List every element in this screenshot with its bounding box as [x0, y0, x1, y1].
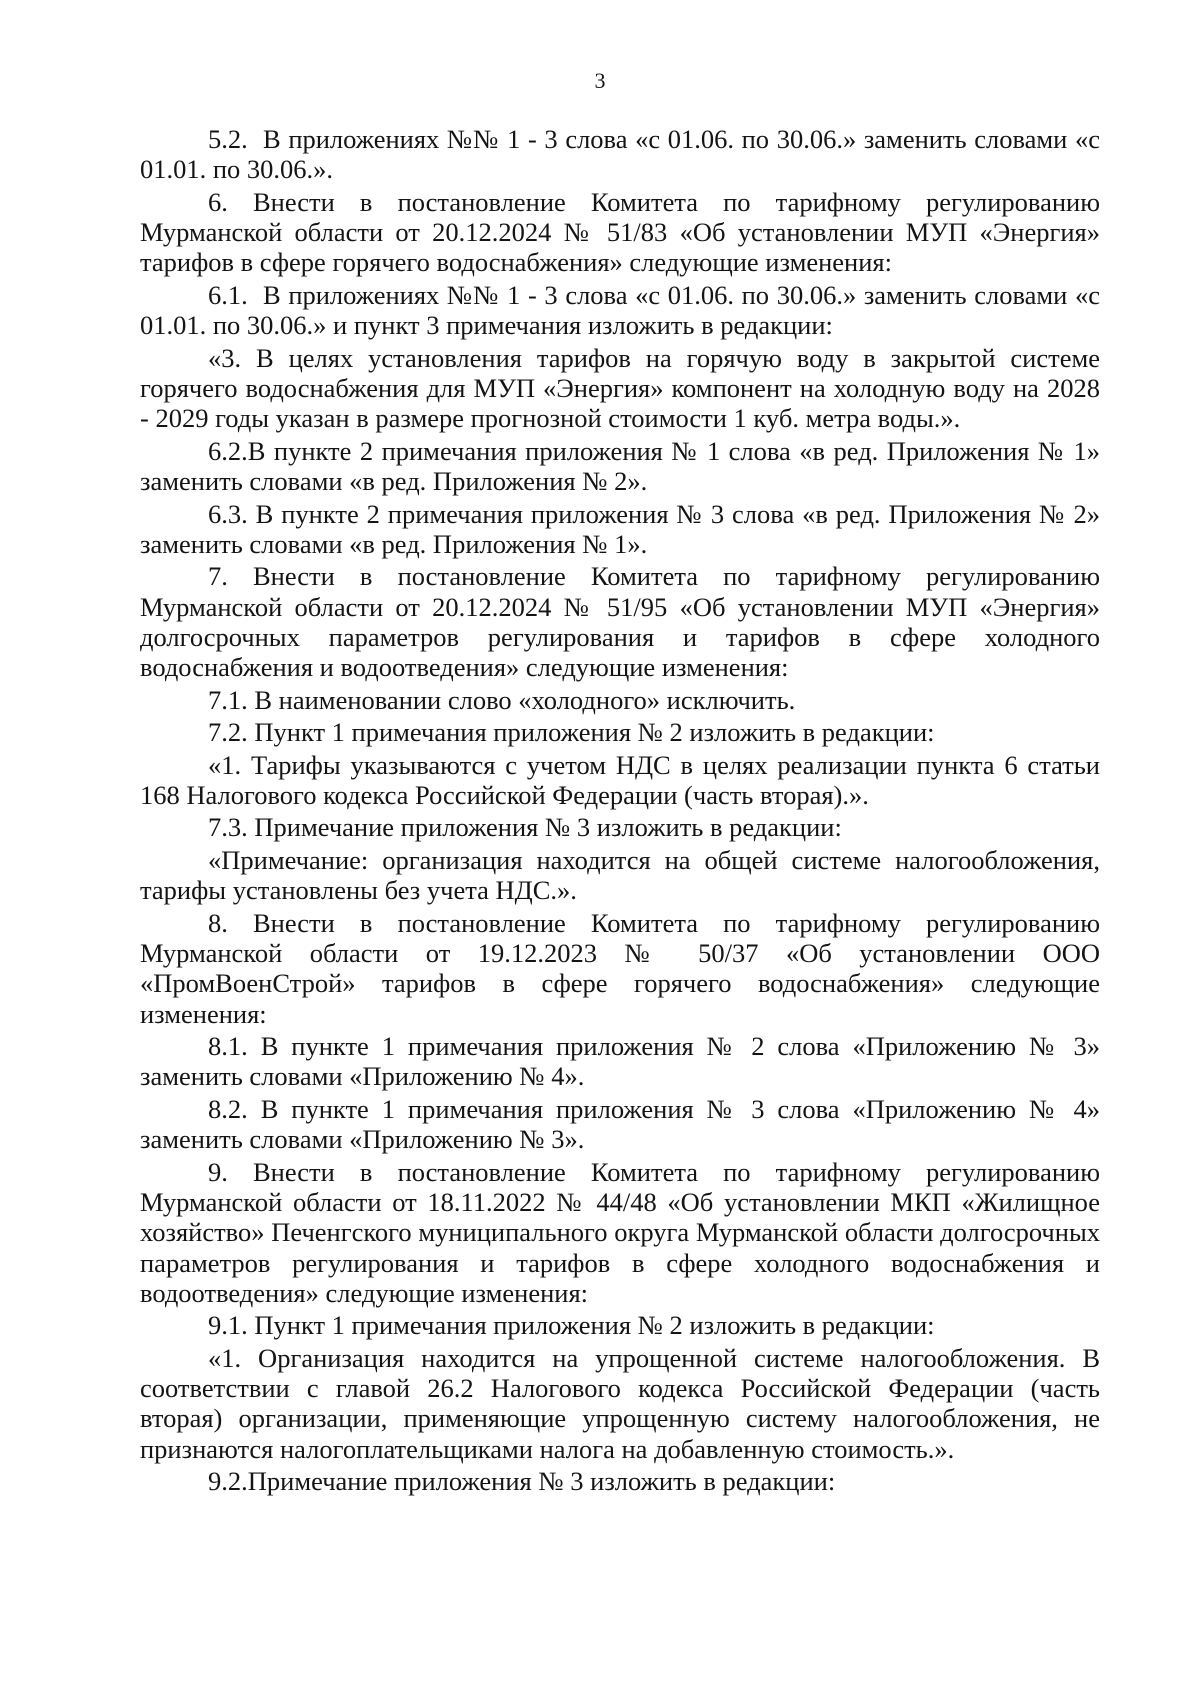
paragraph-8-1: 8.1. В пункте 1 примечания приложения № 2 слова «Приложению № 3» заменить словами «Приложению № 4». — [140, 1031, 1100, 1092]
document-body — [140, 124, 1100, 1496]
paragraph-9-1-quote: «1. Организация находится на упрощенной системе налогообложения. В соответствии с главой 26.2 Налогового кодекса Российской Федерации (часть вторая) организации, применяющие упрощенную систему налогообложения, не признаются налогоплательщиками налога на добавленную стоимость.». — [140, 1342, 1100, 1464]
paragraph-7-2: 7.2. Пункт 1 примечания приложения № 2 изложить в редакции: — [208, 717, 935, 748]
paragraph-6-1-quote: «3. В целях установления тарифов на горячую воду в закрытой системе горячего водоснабжения для МУП «Энергия» компонент на холодную воду на 2028 - 2029 годы указан в размере прогнозной стоимости 1 куб. метра воды.». — [140, 342, 1100, 434]
paragraph-9-1: 9.1. Пункт 1 примечания приложения № 2 изложить в редакции: — [208, 1310, 935, 1341]
paragraph-8-2: 8.2. В пункте 1 примечания приложения № 3 слова «Приложению № 4» заменить словами «Приложению № 3». — [140, 1093, 1100, 1155]
paragraph-6-3: 6.3. В пункте 2 примечания приложения № 3 слова «в ред. Приложения № 2» заменить словами «в ред. Приложения № 1». — [140, 498, 1100, 559]
paragraph-5-2: 5.2. В приложениях №№ 1 - 3 слова «с 01.06. по 30.06.» заменить словами «с 01.01. по 30.06.». — [140, 124, 1100, 185]
paragraph-6: 6. Внести в постановление Комитета по тарифному регулированию Мурманской области от 20.12.2024 № 51/83 «Об установлении МУП «Энергия» тарифов в сфере горячего водоснабжения» следующие изменения: — [140, 186, 1100, 278]
paragraph-6-1: 6.1. В приложениях №№ 1 - 3 слова «с 01.06. по 30.06.» заменить словами «с 01.01. по 30.06.» и пункт 3 примечания изложить в редакции: — [140, 279, 1100, 341]
paragraph-7-1: 7.1. В наименовании слово «холодного» исключить. — [208, 684, 796, 715]
paragraph-6-2: 6.2.В пункте 2 примечания приложения № 1 слова «в ред. Приложения № 1» заменить словами «в ред. Приложения № 2». — [140, 435, 1100, 497]
paragraph-7-2-quote: «1. Тарифы указываются с учетом НДС в целях реализации пункта 6 статьи 168 Налогового кодекса Российской Федерации (часть вторая).». — [140, 749, 1100, 810]
paragraph-7-3-quote: «Примечание: организация находится на общей системе налогообложения, тарифы установлены без учета НДС.». — [140, 844, 1100, 906]
paragraph-8: 8. Внести в постановление Комитета по тарифному регулированию Мурманской области от 19.12.2023 № 50/37 «Об установлении ООО «ПромВоенСтрой» тарифов в сфере горячего водоснабжения» следующие изменения: — [140, 907, 1100, 1029]
paragraph-9-2: 9.2.Примечание приложения № 3 изложить в редакции: — [208, 1466, 836, 1497]
page-number: 3 — [594, 68, 606, 93]
paragraph-9: 9. Внести в постановление Комитета по тарифному регулированию Мурманской области от 18.11.2022 № 44/48 «Об установлении МКП «Жилищное хозяйство» Печенгского муниципального округа Мурманской области долгосрочных параметров регулирования и тарифов в сфере холодного водоснабжения и водоотведения» следующие изменения: — [140, 1156, 1100, 1308]
paragraph-7-3: 7.3. Примечание приложения № 3 изложить в редакции: — [208, 812, 842, 843]
paragraph-7: 7. Внести в постановление Комитета по тарифному регулированию Мурманской области от 20.12.2024 № 51/95 «Об установлении МУП «Энергия» долгосрочных параметров регулирования и тарифов в сфере холодного водоснабжения и водоотведения» следующие изменения: — [140, 561, 1100, 683]
